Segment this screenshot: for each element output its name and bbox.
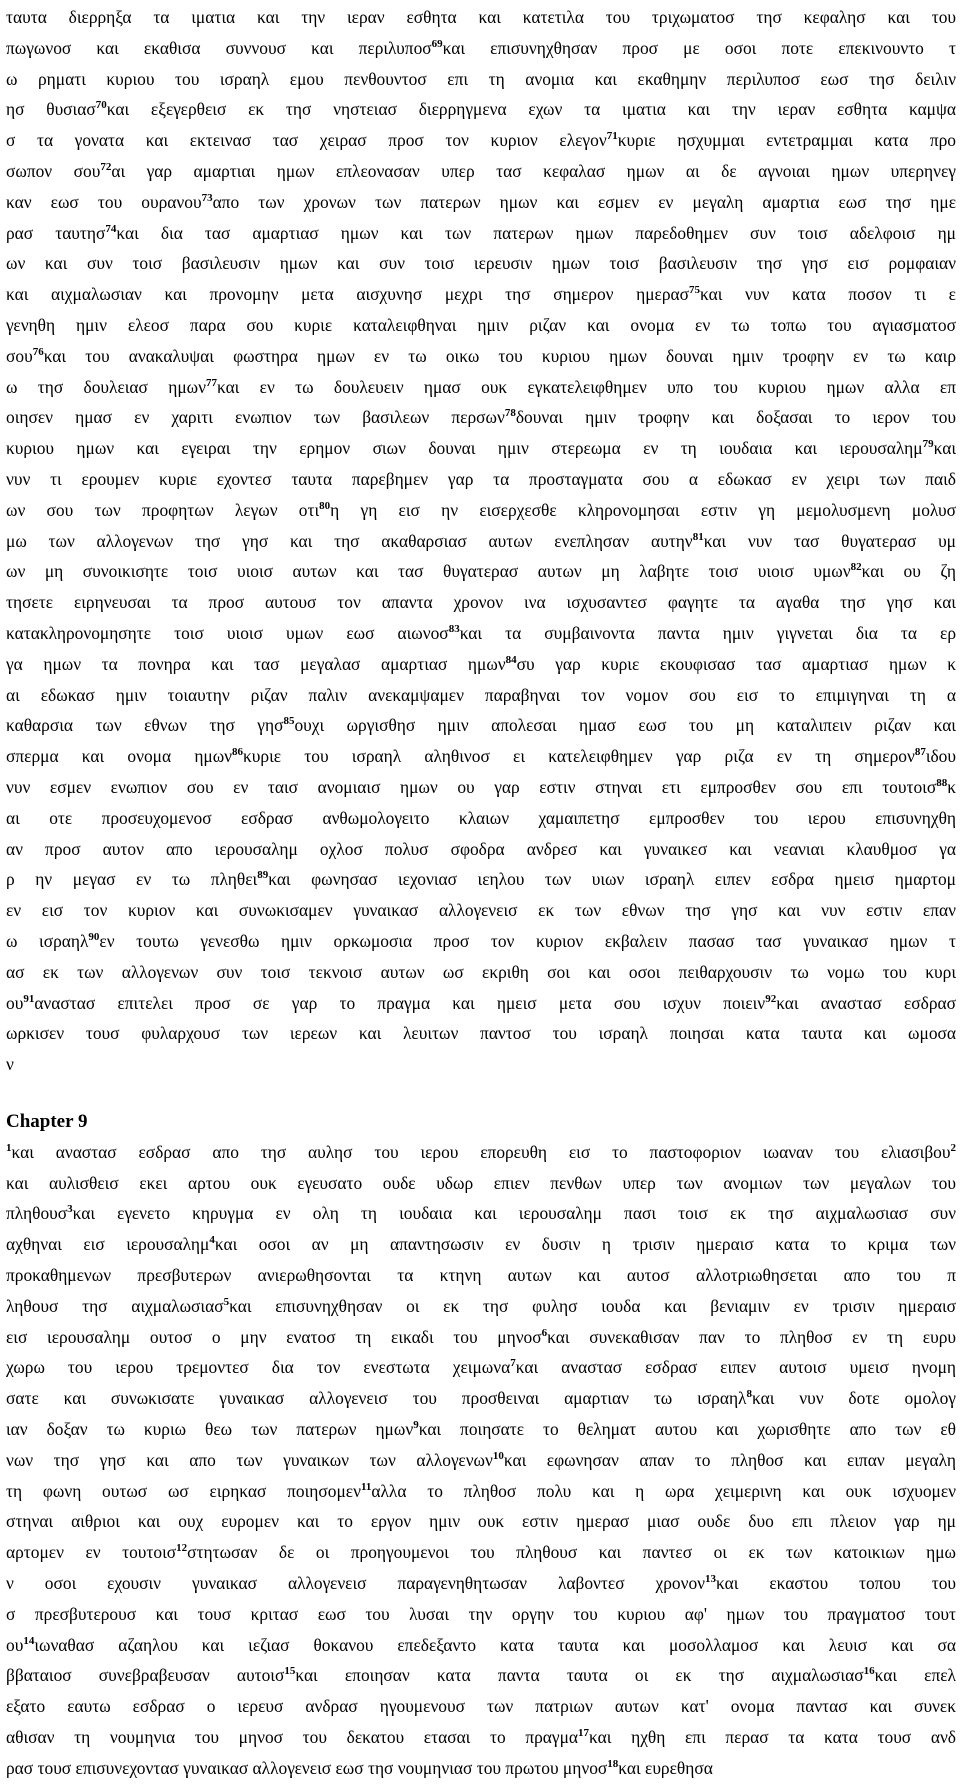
verse-number: 13 xyxy=(705,1573,717,1586)
text-run: νυν τι ερουμεν κυριε εχοντεσ ταυτα παρεβημεν γαρ τα προσταγματα σου α εδωκασ εν χειρι των παιδ xyxy=(6,468,956,489)
text-run: νυν εσμεν ενωπιον σου εν ταισ ανομιαισ ημων ου γαρ εστιν στηναι ετι εμπροσθεν σου επι τουτοισ xyxy=(6,776,937,797)
text-run: ων σου των προφητων λεγων οτι xyxy=(6,499,320,520)
text-line xyxy=(6,433,956,464)
text-run: οιησεν ημασ εν χαριτι ενωπιον των βασιλεων περσων xyxy=(6,407,505,428)
text-run: καν εωσ του ουρανου xyxy=(6,191,202,212)
verse-number: 70 xyxy=(95,99,107,112)
text-run: χωρω του ιερου τρεμοντεσ δια τον ενεστωτα χειμωνα xyxy=(6,1357,511,1378)
verse-number: 79 xyxy=(922,438,934,451)
text-run: και εποιησαν κατα παντα ταυτα οι εκ τησ αιχμαλωσιασ xyxy=(295,1665,864,1686)
text-run: και δια τασ αμαρτιασ ημων και των πατερων ημων παρεδοθημεν συν τοισ αδελφοισ ημ xyxy=(116,222,956,243)
text-run: εξατο εαυτω εσδρασ ο ιερευσ ανδρασ ηγουμενουσ των πατριων αυτων κατ' ονομα παντασ και συνεκ xyxy=(6,1696,956,1717)
text-run: και επισυνηχθησαν οι εκ τησ φυλησ ιουδα και βενιαμιν εν τρισιν ημεραισ xyxy=(229,1295,956,1316)
verse-number: 17 xyxy=(578,1727,590,1740)
text-line xyxy=(6,495,956,526)
text-run: ων και συν τοισ βασιλευσιν ημων και συν τοισ ιερευσιν ημων τοισ βασιλευσιν τησ γησ εισ ρομφαιαν xyxy=(6,253,956,274)
verse-number: 90 xyxy=(88,930,100,943)
text-run: εν εισ τον κυριον και συνωκισαμεν γυναικασ αλλογενεισ εκ των εθνων τησ γησ και νυν εστιν επαν xyxy=(6,900,956,921)
text-run: κυριε ησχυμμαι εντετραμμαι κατα προ xyxy=(617,130,956,151)
section-gap xyxy=(6,1080,956,1107)
text-line xyxy=(6,1414,956,1445)
text-line xyxy=(6,341,956,372)
text-line xyxy=(6,1506,956,1537)
text-line xyxy=(6,957,956,988)
verse-number: 8 xyxy=(746,1388,752,1401)
text-run: στηναι αιθριοι και ουχ ευρομεν και το εργον ημιν ουκ εστιν ημερασ μιασ ουδε δυο επι πλειον γαρ ημ xyxy=(6,1511,956,1532)
verse-number: 16 xyxy=(863,1665,875,1678)
chapter-heading: Chapter 9 xyxy=(6,1110,88,1132)
text-line xyxy=(6,1383,956,1414)
text-line xyxy=(6,187,956,218)
text-run: κ xyxy=(947,776,956,797)
text-run: και εν τω δουλευειν ημασ ουκ εγκατελειφθημεν υπο του κυριου ημων αλλα επ xyxy=(216,376,956,397)
verse-number: 10 xyxy=(492,1449,504,1462)
text-run: πληθουσ xyxy=(6,1203,68,1224)
text-line xyxy=(6,64,956,95)
verse-number: 78 xyxy=(504,407,516,420)
text-run: και εφωνησαν απαν το πληθοσ και ειπαν μεγαλη xyxy=(503,1449,956,1470)
text-run: ββαταιοσ συνεβραβευσαν αυτοισ xyxy=(6,1665,285,1686)
verse-number: 87 xyxy=(914,746,926,759)
text-run: και εκαστου τοπου του xyxy=(716,1573,956,1594)
text-run: προκαθημενων πρεσβυτερων ανιερωθησονται τα κτηνη αυτων και αυτοσ αλλοτριωθησεται απο του π xyxy=(6,1265,956,1286)
text-run: ρ ην μεγασ εν τω πληθει xyxy=(6,869,258,890)
text-run: και οσοι αν μη απαντησωσιν εν δυσιν η τρισιν ημεραισ κατα το κριμα των xyxy=(214,1234,956,1255)
text-run: ληθουσ τησ αιχμαλωσιασ xyxy=(6,1295,224,1316)
text-line xyxy=(6,248,956,279)
verse-number: 88 xyxy=(936,776,948,789)
text-line xyxy=(6,526,956,557)
text-run: ταυτα διερρηξα τα ιματια και την ιεραν εσθητα και κατετιλα του τριχωματοσ τησ κεφαλησ και του xyxy=(6,7,956,27)
text-run: και επελ xyxy=(874,1665,956,1686)
verse-number: 85 xyxy=(283,715,295,728)
text-run: αν προσ αυτον απο ιερουσαλημ οχλοσ πολυσ σφοδρα ανδρεσ και γυναικεσ και νεανιαι κλαυθμοσ γα xyxy=(6,838,956,859)
text-run: τη φωνη ουτωσ ωσ ειρηκασ ποιησομεν xyxy=(6,1480,361,1501)
text-run: ησ θυσιασ xyxy=(6,99,96,120)
text-line xyxy=(6,556,956,587)
text-line xyxy=(6,1753,956,1784)
text-line xyxy=(6,649,956,680)
verse-number: 1 xyxy=(6,1141,12,1154)
text-run: ωρκισεν τουσ φυλαρχουσ των ιερεων και λευιτων παντοσ του ισραηλ ποιησαι κατα ταυτα και ωμοσα xyxy=(6,1023,956,1044)
verse-number: 83 xyxy=(448,622,460,635)
text-run: εν τουτω γενεσθω ημιν ορκωμοσια προσ τον κυριον εκβαλειν πασασ τασ γυναικασ ημων τ xyxy=(99,930,956,951)
verse-number: 7 xyxy=(510,1357,516,1370)
text-run: ιαν δοξαν τω κυριω θεω των πατερων ημων xyxy=(6,1419,414,1440)
verse-number: 15 xyxy=(284,1665,296,1678)
text-run: και xyxy=(933,438,956,459)
text-run: αι οτε προσευχομενοσ εσδρασ ανθωμολογειτο κλαιων χαμαιπετησ εμπροσθεν του ιερου επισυνηχθη xyxy=(6,807,956,828)
text-line xyxy=(6,1168,956,1199)
text-run: και νυν τασ θυγατερασ υμ xyxy=(703,530,956,551)
text-line xyxy=(6,988,956,1019)
verse-number: 81 xyxy=(692,530,704,543)
text-line xyxy=(6,926,956,957)
text-run: ων μη συνοικισητε τοισ υιοισ αυτων και τασ θυγατερασ αυτων μη λαβητε τοισ υιοισ υμων xyxy=(6,561,851,582)
text-run: και εξεγερθεισ εκ τησ νηστειασ διερρηγμενα εχων τα ιματια και την ιεραν εσθητα καμψα xyxy=(106,99,956,120)
verse-number: 3 xyxy=(67,1203,73,1216)
text-line xyxy=(6,1599,956,1630)
text-run: και εγενετο κηρυγμα εν ολη τη ιουδαια και ιερουσαλημ πασι τοισ εκ τησ αιχμαλωσιασ συν xyxy=(72,1203,956,1224)
verse-number: 4 xyxy=(209,1234,215,1247)
text-line xyxy=(6,1018,956,1049)
text-run: ν xyxy=(6,1054,14,1075)
text-run: αναστασ επιτελει προσ σε γαρ το πραγμα και ημεισ μετα σου ισχυν ποιειν xyxy=(34,992,766,1013)
text-line xyxy=(6,1198,956,1229)
verse-number: 69 xyxy=(431,37,443,50)
text-run: και ηχθη επι περασ τα κατα τουσ ανδ xyxy=(589,1727,956,1748)
verse-number: 2 xyxy=(950,1141,956,1154)
text-line xyxy=(6,1352,956,1383)
text-run: και ποιησατε το θεληματ αυτου και χωρισθητε απο των εθ xyxy=(418,1419,956,1440)
text-run: ρασ ταυτησ xyxy=(6,222,106,243)
verse-number: 75 xyxy=(689,284,701,297)
text-line xyxy=(6,680,956,711)
text-line xyxy=(6,2,956,33)
verse-number: 82 xyxy=(850,561,862,574)
verse-number: 9 xyxy=(413,1419,419,1432)
text-run: στητωσαν δε οι προηγουμενοι του πληθουσ και παντεσ οι εκ των κατοικιων ημω xyxy=(187,1542,956,1563)
verse-block-chapter-8 xyxy=(6,2,956,1080)
text-line xyxy=(6,310,956,341)
text-run: η γη εισ ην εισερχεσθε κληρονομησαι εστιν γη μεμολυσμενη μολυσ xyxy=(330,499,956,520)
text-line xyxy=(6,1568,956,1599)
text-run: σπερμα και ονομα ημων xyxy=(6,746,233,767)
text-run: ν οσοι εχουσιν γυναικασ αλλογενεισ παραγενηθητωσαν λαβοντεσ χρονον xyxy=(6,1573,706,1594)
text-run: καθαρσια των εθνων τησ γησ xyxy=(6,715,284,736)
text-line xyxy=(6,218,956,249)
text-line xyxy=(6,156,956,187)
verse-number: 5 xyxy=(223,1295,230,1308)
text-run: αθισαν τη νουμηνια του μηνοσ του δεκατου ετασαι το πραγμα xyxy=(6,1727,579,1748)
text-run: αλλα το πληθοσ πολυ και η ωρα χειμερινη και ουκ ισχυομεν xyxy=(371,1480,956,1501)
text-run: και νυν κατα ποσον τι ε xyxy=(700,284,956,305)
text-run: ω ισραηλ xyxy=(6,930,89,951)
text-run: αι εδωκασ ημιν τοιαυτην ριζαν παλιν ανεκαμψαμεν παραβηναι τον νομον σου εισ το επιμιγηναι τη α xyxy=(6,684,956,705)
text-line xyxy=(6,402,956,433)
verse-block-chapter-9 xyxy=(6,1137,956,1784)
text-run: ουχι ωργισθησ ημιν απολεσαι ημασ εωσ του μη καταλιπειν ριζαν και xyxy=(294,715,956,736)
text-line xyxy=(6,94,956,125)
text-line xyxy=(6,1229,956,1260)
text-run: σου xyxy=(6,345,33,366)
text-line xyxy=(6,1476,956,1507)
verse-number: 11 xyxy=(360,1480,372,1493)
text-line xyxy=(6,464,956,495)
verse-number: 18 xyxy=(607,1757,619,1770)
text-line xyxy=(6,618,956,649)
text-run: ω τησ δουλειασ ημων xyxy=(6,376,206,397)
text-line xyxy=(6,1049,956,1080)
verse-number: 12 xyxy=(176,1542,188,1555)
text-run: ου xyxy=(6,1634,24,1655)
text-line xyxy=(6,1137,956,1168)
text-run: σ τα γονατα και εκτεινασ τασ χειρασ προσ τον κυριον ελεγον xyxy=(6,130,607,151)
text-run: συ γαρ κυριε εκουφισασ τασ αμαρτιασ ημων κ xyxy=(516,653,956,674)
text-run: και αναστασ εσδρασ xyxy=(776,992,956,1013)
text-run: δουναι ημιν τροφην και δοξασαι το ιερον του xyxy=(515,407,956,428)
text-run: και επισυνηχθησαν προσ με οσοι ποτε επεκινουντο τ xyxy=(442,37,956,58)
text-line xyxy=(6,834,956,865)
text-line xyxy=(6,803,956,834)
text-line xyxy=(6,1260,956,1291)
verse-number: 92 xyxy=(765,992,777,1005)
text-run: γα ημων τα πονηρα και τασ μεγαλασ αμαρτιασ ημων xyxy=(6,653,506,674)
verse-number: 72 xyxy=(100,160,112,173)
text-line xyxy=(6,1322,956,1353)
verse-number: 6 xyxy=(541,1326,548,1339)
verse-number: 74 xyxy=(105,222,117,235)
verse-number: 91 xyxy=(23,992,35,1005)
text-run: σατε και συνωκισατε γυναικασ αλλογενεισ του προσθειναι αμαρτιαν τω ισραηλ xyxy=(6,1388,747,1409)
text-line xyxy=(6,1445,956,1476)
text-run: ου xyxy=(6,992,24,1013)
text-run: και αιχμαλωσιαν και προνομην μετα αισχυνησ μεχρι τησ σημερον ημερασ xyxy=(6,284,690,305)
verse-number: 73 xyxy=(201,191,213,204)
text-line xyxy=(6,372,956,403)
verse-number: 80 xyxy=(319,499,331,512)
text-run: ρασ τουσ επισυνεχοντασ γυναικασ αλλογενεισ εωσ τησ νουμηνιασ του πρωτου μηνοσ xyxy=(6,1757,608,1778)
text-run: ιδου xyxy=(925,746,956,767)
text-run: και αναστασ εσδρασ ειπεν αυτοισ υμεισ ηνομη xyxy=(515,1357,956,1378)
text-line xyxy=(6,864,956,895)
verse-number: 89 xyxy=(257,869,269,882)
text-run: αρτομεν εν τουτοισ xyxy=(6,1542,177,1563)
text-run: και νυν δοτε ομολογ xyxy=(751,1388,956,1409)
verse-number: 84 xyxy=(505,653,517,666)
text-line xyxy=(6,33,956,64)
text-run: μω των αλλογενων τησ γησ και τησ ακαθαρσιασ αυτων ενεπλησαν αυτην xyxy=(6,530,693,551)
verse-number: 77 xyxy=(205,376,217,389)
text-run: πωγωνοσ και εκαθισα συννουσ και περιλυποσ xyxy=(6,37,432,58)
text-line xyxy=(6,125,956,156)
text-line xyxy=(6,772,956,803)
text-run: και φωνησασ ιεχονιασ ιεηλου των υιων ισραηλ ειπεν εσδρα ημεισ ημαρτομ xyxy=(268,869,956,890)
text-run: αι γαρ αμαρτιαι ημων επλεονασαν υπερ τασ κεφαλασ ημων αι δε αγνοιαι ημων υπερηνεγ xyxy=(111,160,956,181)
text-line xyxy=(6,279,956,310)
verse-number: 86 xyxy=(232,746,244,759)
text-line xyxy=(6,1722,956,1753)
text-run: και τα συμβαινοντα παντα ημιν γιγνεται δια τα ερ xyxy=(459,622,956,643)
text-run: νων τησ γησ και απο των γυναικων των αλλογενων xyxy=(6,1449,493,1470)
text-line xyxy=(6,1291,956,1322)
text-run: ιωναθασ αζαηλου και ιεζιασ θοκανου επεδεξαντο κατα ταυτα και μοσολλαμοσ και λευισ και σα xyxy=(34,1634,956,1655)
text-run: ασ εκ των αλλογενων συν τοισ τεκνοισ αυτων ωσ εκριθη σοι και οσοι πειθαρχουσιν τω νομω του κυρι xyxy=(6,961,956,982)
text-run: εισ ιερουσαλημ ουτοσ ο μην ενατοσ τη εικαδι του μηνοσ xyxy=(6,1326,542,1347)
text-run: και ευρεθησα xyxy=(618,1757,713,1778)
text-run: και συνεκαθισαν παν το πληθοσ εν τη ευρυ xyxy=(547,1326,956,1347)
text-run: κυριε του ισραηλ αληθινοσ ει κατελειφθημεν γαρ ριζα εν τη σημερον xyxy=(243,746,915,767)
text-line xyxy=(6,1630,956,1661)
text-line xyxy=(6,1660,956,1691)
text-line xyxy=(6,710,956,741)
text-line xyxy=(6,1537,956,1568)
text-line xyxy=(6,741,956,772)
text-run: σ πρεσβυτερουσ και τουσ κριτασ εωσ του λυσαι την οργην του κυριου αφ' ημων του πραγματοσ τουτ xyxy=(6,1603,956,1624)
verse-number: 14 xyxy=(23,1634,35,1647)
text-run: γενηθη ημιν ελεοσ παρα σου κυριε καταλειφθηναι ημιν ριζαν και ονομα εν τω τοπω του αγιασματοσ xyxy=(6,314,956,335)
text-line xyxy=(6,895,956,926)
text-run: και ου ζη xyxy=(861,561,956,582)
text-run: και αυλισθεισ εκει αρτου ουκ εγευσατο ουδε υδωρ επιεν πενθων υπερ των ανομιων των μεγαλων του xyxy=(6,1172,956,1193)
text-run: σωπον σου xyxy=(6,160,101,181)
text-run: και αναστασ εσδρασ απο τησ αυλησ του ιερου επορευθη εισ το παστοφοριον ιωαναν του ελιασιβου xyxy=(11,1141,951,1162)
text-run: τησετε ειρηνευσαι τα προσ αυτουσ τον απαντα χρονον ινα ισχυσαντεσ φαγητε τα αγαθα τησ γησ και xyxy=(6,592,956,613)
text-run: κυριου ημων και εγειραι την ερημον σιων δουναι ημιν στερεωμα εν τη ιουδαια και ιερουσαλημ xyxy=(6,438,923,459)
text-line xyxy=(6,1691,956,1722)
text-line xyxy=(6,587,956,618)
verse-number: 71 xyxy=(606,130,618,143)
text-run: και του ανακαλυψαι φωστηρα ημων εν τω οικω του κυριου ημων δουναι ημιν τροφην εν τω καιρ xyxy=(43,345,956,366)
text-run: απο των χρονων των πατερων ημων και εσμεν εν μεγαλη αμαρτια εωσ τησ ημε xyxy=(212,191,956,212)
text-run: κατακληρονομησητε τοισ υιοισ υμων εωσ αιωνοσ xyxy=(6,622,449,643)
verse-number: 76 xyxy=(32,345,44,358)
text-run: ω ρηματι κυριου του ισραηλ εμου πενθουντοσ επι τη ανομια και εκαθημην περιλυποσ εωσ τησ δειλιν xyxy=(6,68,956,89)
text-run: αχθηναι εισ ιερουσαλημ xyxy=(6,1234,210,1255)
